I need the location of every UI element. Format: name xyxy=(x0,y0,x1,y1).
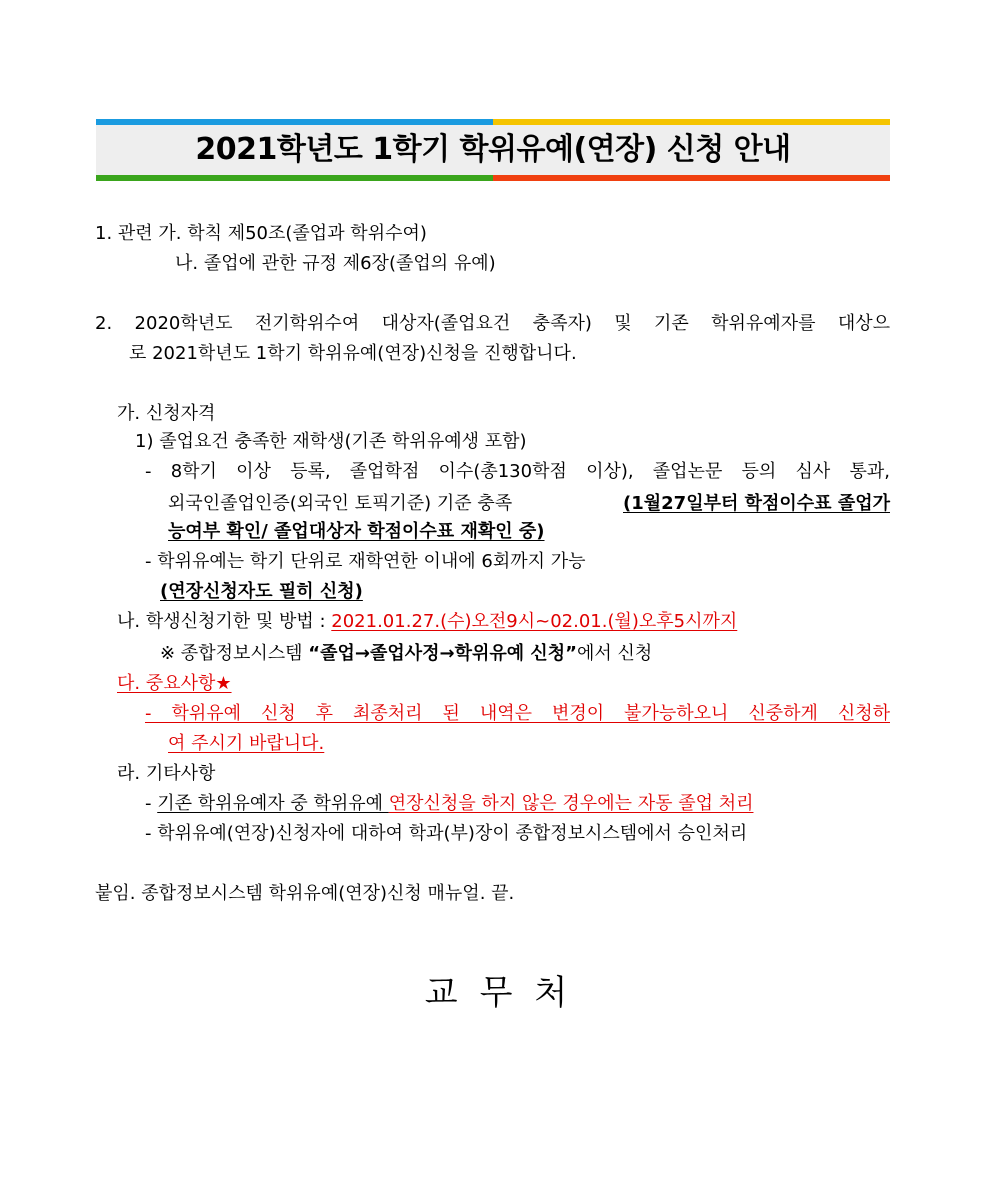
banner-bar-green xyxy=(96,175,493,181)
related-regulation-2: 나. 졸업에 관한 규정 제6장(졸업의 유예) xyxy=(175,253,496,274)
ga-bullet1-line2 xyxy=(168,490,890,518)
da-line2: 여 주시기 바랍니다. xyxy=(168,733,325,754)
banner-bar-orange xyxy=(493,175,890,181)
ra-bullet2: - 학위유예(연장)신청자에 대하여 학과(부)장이 종합정보시스템에서 승인처리 xyxy=(145,823,748,844)
da-line1: - 학위유예 신청 후 최종처리 된 내역은 변경이 불가능하오니 신중하게 신청하 xyxy=(145,703,890,724)
na-heading: 나. 학생신청기한 및 방법 : xyxy=(117,611,332,632)
page-title: 2021학년도 1학기 학위유예(연장) 신청 안내 xyxy=(195,132,791,167)
na-deadline: 2021.01.27.(수)오전9시~02.01.(월)오후5시까지 xyxy=(331,611,738,632)
na-note xyxy=(160,640,652,668)
ra-bullet1-red: 연장신청을 하지 않은 경우에는 자동 졸업 처리 xyxy=(388,793,754,814)
ga-sub1: 1) 졸업요건 충족한 재학생(기존 학위유예생 포함) xyxy=(135,431,527,452)
section2-line2: 로 2021학년도 1학기 학위유예(연장)신청을 진행합니다. xyxy=(129,343,577,364)
na-note-path: “졸업→졸업사정→학위유예 신청” xyxy=(308,643,577,664)
ra-bullet1-dash: - xyxy=(145,793,158,814)
na-note-pre: ※ 종합정보시스템 xyxy=(160,643,309,664)
issuer: 교무처 xyxy=(424,973,590,1013)
title-banner xyxy=(96,119,890,181)
ga-bullet2-note: (연장신청자도 필히 신청) xyxy=(160,581,363,602)
related-regulation-1: 1. 관련 가. 학칙 제50조(졸업과 학위수여) xyxy=(95,223,427,244)
section2-line1: 2. 2020학년도 전기학위수여 대상자(졸업요건 충족자) 및 기존 학위유예자를 대상으 xyxy=(95,313,890,334)
attachment-line: 붙임. 종합정보시스템 학위유예(연장)신청 매뉴얼. 끝. xyxy=(95,883,515,904)
ga-bullet1-line2-plain: 외국인졸업인증(외국인 토픽기준) 기준 충족 xyxy=(168,493,513,514)
ga-bullet1-line2-bold: (1월27일부터 학점이수표 졸업가 xyxy=(623,493,890,514)
ga-heading: 가. 신청자격 xyxy=(117,403,216,424)
ra-bullet1-black: 기존 학위유예자 중 학위유예 xyxy=(157,793,389,814)
na-line xyxy=(117,608,737,636)
ra-bullet1 xyxy=(145,790,753,818)
ra-heading: 라. 기타사항 xyxy=(117,763,216,784)
da-heading: 다. 중요사항★ xyxy=(117,673,232,694)
ga-bullet1-line3: 능여부 확인/ 졸업대상자 학점이수표 재확인 중) xyxy=(168,521,545,542)
ga-bullet1-line1: - 8학기 이상 등록, 졸업학점 이수(총130학점 이상), 졸업논문 등의 심사 통과, xyxy=(145,461,890,482)
ga-bullet2: - 학위유예는 학기 단위로 재학연한 이내에 6회까지 가능 xyxy=(145,551,586,572)
na-note-post: 에서 신청 xyxy=(577,643,653,664)
